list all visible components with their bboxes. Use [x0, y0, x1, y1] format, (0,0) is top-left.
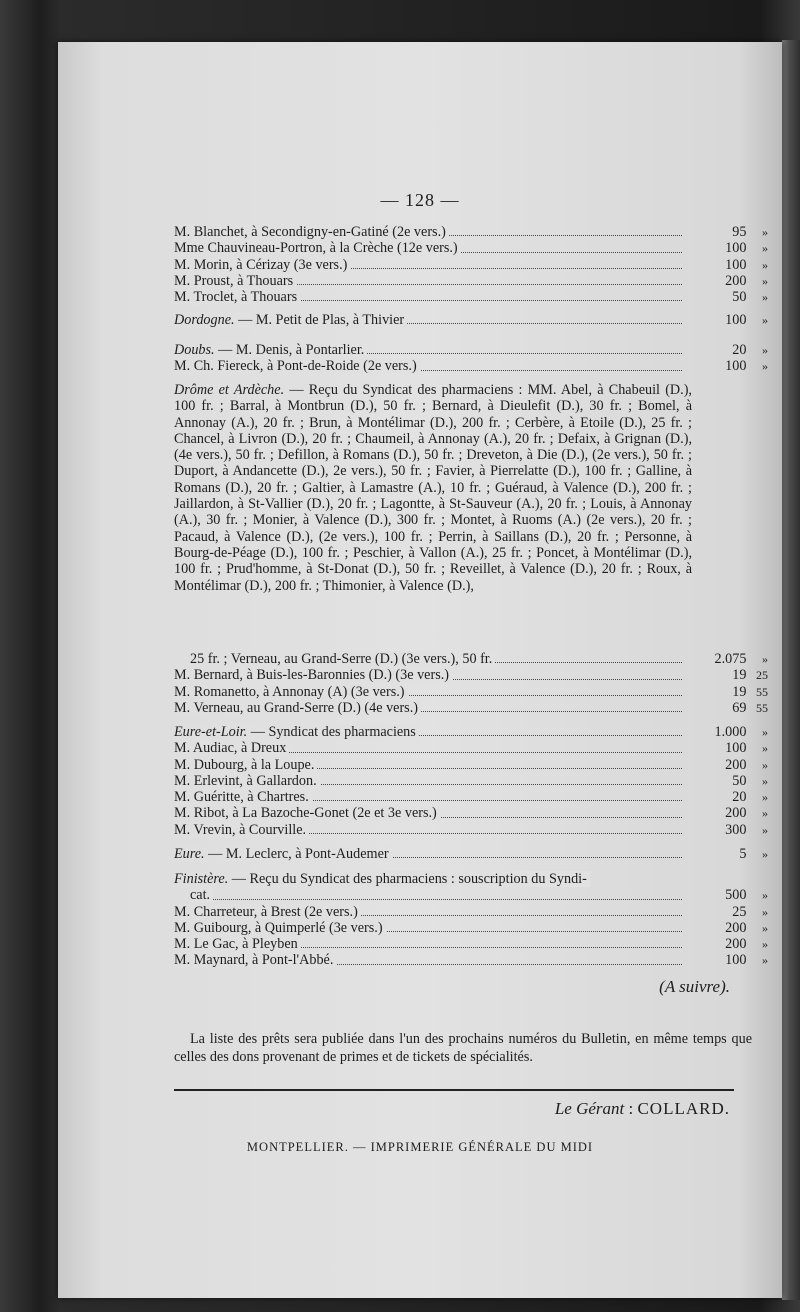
- entry-line: [58, 740, 782, 756]
- entry-text: M. Le Gac, à Pleyben: [174, 936, 301, 952]
- section-eure: [58, 846, 782, 862]
- entry-text: M. Guibourg, à Quimperlé (3e vers.): [174, 920, 386, 936]
- entry-line: [58, 773, 782, 789]
- entry-amount: 20 »: [732, 342, 768, 358]
- entry-line: [58, 936, 782, 952]
- entry-amount: 1.000 »: [714, 724, 768, 740]
- entry-text: 25 fr. ; Verneau, au Grand-Serre (D.) (3e vers.), 50 fr.: [190, 651, 495, 667]
- region-name: Doubs.: [174, 342, 215, 358]
- entry-amount: 100 »: [725, 240, 768, 257]
- entry-line: [58, 240, 782, 256]
- entry-amount: 20 »: [732, 789, 768, 806]
- entry-line: [58, 651, 782, 667]
- entry-line: [58, 289, 782, 305]
- entry-amount: 100 »: [725, 312, 768, 328]
- entry-text: M. Audiac, à Dreux: [174, 740, 289, 756]
- entry-amount: 5 »: [739, 846, 768, 862]
- entry-text: Mme Chauvineau-Portron, à la Crèche (12e vers.): [174, 240, 461, 256]
- entry-amount: 69 55: [732, 699, 768, 716]
- region-name: Eure.: [174, 846, 205, 862]
- entry-text: M. Romanetto, à Annonay (A) (3e vers.): [174, 684, 408, 700]
- note-text: La liste des prêts sera publiée dans l'un des prochains numéros du Bulletin, en même temps que celles des dons provenant de primes et de tickets de spécialités.: [174, 1031, 752, 1065]
- region-name: Drôme et Ardèche.: [174, 382, 285, 398]
- printer-imprint: MONTPELLIER. — IMPRIMERIE GÉNÉRALE DU MIDI: [246, 1140, 594, 1154]
- entry-line: [58, 887, 782, 903]
- entry-amount: 200 »: [725, 805, 768, 822]
- entry-text: M. Blanchet, à Secondigny-en-Gatiné (2e vers.): [174, 224, 449, 240]
- region-name: Finistère.: [174, 871, 229, 887]
- section-doubs: [58, 342, 782, 375]
- paper-sheet: [58, 42, 782, 1298]
- entry-text: — M. Petit de Plas, à Thivier: [234, 312, 405, 328]
- entry-line: [58, 904, 782, 920]
- region-name: Eure-et-Loir.: [174, 724, 248, 740]
- section-dordogne: [58, 312, 782, 328]
- entry-line: [58, 667, 782, 683]
- entry-line: [58, 273, 782, 289]
- loan-list-note: [174, 1030, 752, 1066]
- entry-amount: 200 »: [725, 756, 768, 773]
- entry-text: M. Ch. Fiereck, à Pont-de-Roide (2e vers.): [174, 358, 420, 374]
- section-eure-et-loir: [58, 724, 782, 838]
- entry-amount: 300 »: [725, 821, 768, 838]
- entry-text: M. Erlevint, à Gallardon.: [174, 773, 320, 789]
- entry-line: [58, 224, 782, 240]
- entry-line: [58, 342, 782, 358]
- entry-text: M. Troclet, à Thouars: [174, 289, 300, 305]
- entry-amount: 19 25: [732, 667, 768, 684]
- entry-text: — M. Denis, à Pontarlier.: [214, 342, 365, 358]
- entry-line: [58, 757, 782, 773]
- entry-line: [58, 684, 782, 700]
- region-name: Dordogne.: [174, 312, 235, 328]
- entry-amount: 2.075 »: [714, 651, 768, 667]
- entry-line: [58, 700, 782, 716]
- manager-name: COLLARD.: [637, 1099, 730, 1118]
- entry-line: [58, 358, 782, 374]
- entry-line: [58, 724, 782, 740]
- manager-signature: [555, 1099, 730, 1119]
- entry-line: [58, 312, 782, 328]
- to-be-continued: (A suivre).: [659, 977, 730, 996]
- entry-text: — Syndicat des pharmaciens: [247, 724, 416, 740]
- page-number: — 128 —: [380, 190, 460, 210]
- section-drome-total: [58, 651, 782, 716]
- entry-line: [58, 789, 782, 805]
- entry-amount: 95 »: [732, 224, 768, 240]
- entry-amount: 200 »: [725, 936, 768, 953]
- entry-amount: 200 »: [725, 919, 768, 936]
- section-deux-sevres: [58, 224, 782, 305]
- entry-text: M. Proust, à Thouars: [174, 273, 296, 289]
- entry-text: M. Morin, à Cérizay (3e vers.): [174, 257, 350, 273]
- entry-line: [58, 257, 782, 273]
- entry-amount: 100 »: [725, 740, 768, 757]
- entry-amount: 100 »: [725, 952, 768, 969]
- divider-rule: [174, 1089, 734, 1091]
- entry-amount: 25 »: [732, 903, 768, 920]
- entry-line: [58, 920, 782, 936]
- entry-text: M. Charreteur, à Brest (2e vers.): [174, 904, 361, 920]
- entry-text: M. Verneau, au Grand-Serre (D.) (4e vers.): [174, 700, 421, 716]
- entry-text: M. Dubourg, à la Loupe.: [174, 757, 317, 773]
- entry-text: M. Vrevin, à Courville.: [174, 822, 309, 838]
- entry-line: [58, 805, 782, 821]
- entry-text: M. Ribot, à La Bazoche-Gonet (2e et 3e vers.): [174, 805, 440, 821]
- entry-text: M. Maynard, à Pont-l'Abbé.: [174, 952, 336, 968]
- entry-text: M. Bernard, à Buis-les-Baronnies (D.) (3e vers.): [174, 667, 452, 683]
- entry-text: — Reçu du Syndicat des pharmaciens : souscription du Syndi-: [228, 871, 587, 887]
- entry-text: — M. Leclerc, à Pont-Audemer: [204, 846, 389, 862]
- entry-amount: 19 55: [732, 683, 768, 700]
- entry-line: [58, 952, 782, 968]
- entry-text: cat.: [190, 887, 213, 903]
- section-finistere: [58, 871, 782, 969]
- drome-paragraph: [174, 382, 692, 594]
- entry-amount: 100 »: [725, 256, 768, 273]
- entry-text: M. Guéritte, à Chartres.: [174, 789, 312, 805]
- entry-amount: 100 »: [725, 358, 768, 375]
- entry-line: [58, 871, 782, 887]
- entry-line: [58, 822, 782, 838]
- page-edge-shadow: [782, 40, 800, 1300]
- entry-amount: 200 »: [725, 272, 768, 289]
- manager-label: Le Gérant: [554, 1099, 625, 1118]
- entry-line: [58, 846, 782, 862]
- entry-amount: 50 »: [732, 772, 768, 789]
- manager-separator: :: [624, 1099, 638, 1118]
- entry-amount: 50 »: [732, 289, 768, 306]
- paragraph-text: — Reçu du Syndicat des pharmaciens : MM. Abel, à Chabeuil (D.), 100 fr. ; Barral, à Montbrun (D.), 50 fr. ; Bernard, à Dieulefit (D.), 30 fr. ; Bomel, à Annonay (A.), 20 fr. ; Brun, à Montélimar (D.), 200 fr. ; Cerbère, à Etoile (D.), 25 fr. ; Chancel, à Livron (D.), 20 fr. ; Chaumeil, à Annonay (A.), 20 fr. ; Defaix, à Grignan (D.), (4e vers.), 50 fr. ; Defillon, à Romans (D.), 50 fr. ; Dreveton, à Die (D.), (2e vers.), 50 fr. ; Duport, à Andancette (D.), 2e vers.), 50 fr. ; Favier, à Pierrelatte (D.), 100 fr. ; Galline, à Romans (D.), 20 fr. ; Galtier, à Lamastre (A.), 10 fr. ; Guéraud, à Valence (D.), 200 fr. ; Jaillardon, à St-Vallier (D.), 20 fr. ; Lagontte, à St-Sauveur (A.), 20 fr. ; Louis, à Annonay (A.), 30 fr. ; Monier, à Valence (D.), 300 fr. ; Montet, à Ruoms (A.) (2e vers.), 20 fr. ; Pacaud, à Valence (D.), (2e vers.), 100 fr. ; Perrin, à Saillans (D.), 20 fr. ; Personne, à Bourg-de-Péage (D.), 100 fr. ; Peschier, à Vallon (A.), 25 fr. ; Poncet, à Montélimar (D.), 100 fr. ; Prud'homme, à St-Donat (D.), 50 fr. ; Reveillet, à Valence (D.), 20 fr. ; Roux, à Montélimar (D.), 200 fr. ; Thimonier, à Valence (D.),: [174, 382, 692, 594]
- entry-amount: 500 »: [725, 887, 768, 904]
